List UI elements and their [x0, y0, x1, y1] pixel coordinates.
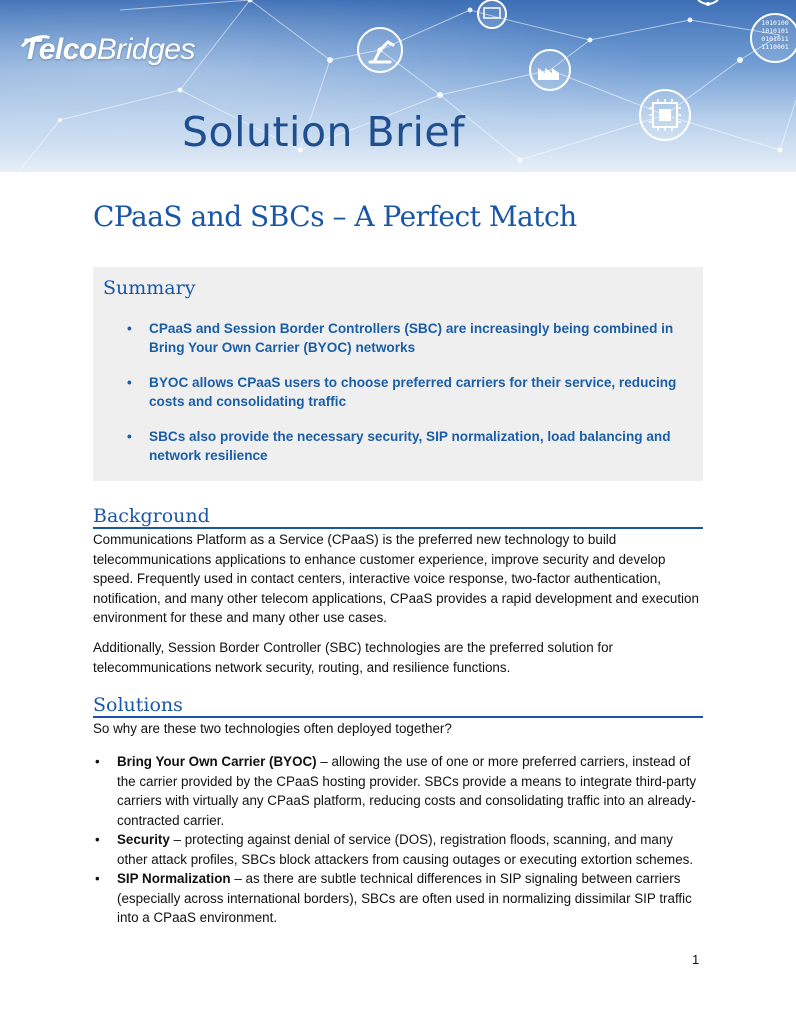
solution-term: Bring Your Own Carrier (BYOC): [117, 754, 317, 769]
solution-item-sip-normalization: [93, 869, 703, 928]
summary-box: [93, 267, 703, 481]
bullet-icon: •: [95, 754, 100, 769]
bullet-icon: •: [127, 321, 132, 336]
wifi-icon: [698, 0, 718, 6]
solution-text: – allowing the use of one or more preferred carriers, instead of the carrier provided by the CPaaS hosting provider. SBCs provide a means to integrate third-party carriers with virtually any CPaaS platform, reducing costs and consolidating traffic into an already-contracted carrier.: [117, 754, 697, 828]
document-title: CPaaS and SBCs – A Perfect Match: [93, 200, 577, 233]
solution-term: Security: [117, 832, 170, 847]
solution-term: SIP Normalization: [117, 871, 231, 886]
summary-item: [127, 373, 699, 411]
summary-item: [127, 427, 699, 465]
background-paragraph-2: Additionally, Session Border Controller (SBC) technologies are the preferred solution for telecommunications network security, routing, and resilience functions.: [93, 640, 614, 675]
robot-arm-icon: [358, 28, 402, 72]
page-number: 1: [692, 952, 700, 967]
monitor-icon: [478, 0, 506, 28]
summary-heading: Summary: [103, 277, 196, 299]
summary-item-text: BYOC allows CPaaS users to choose preferred carriers for their service, reducing costs and consolidating traffic: [149, 375, 677, 409]
binary-line: 0101011: [761, 35, 789, 43]
banner-title: Solution Brief: [182, 108, 466, 156]
background-heading: Background: [93, 505, 210, 527]
solution-text: – as there are subtle technical differences in SIP signaling between carriers (especially across international borders), SBCs are often used in normalizing dissimilar SIP traffic into a CPaaS environment.: [117, 871, 692, 925]
solution-text: – protecting against denial of service (DOS), registration floods, scanning, and many other attack profiles, SBCs block attackers from causing outages or executing extortion schemes.: [117, 832, 694, 867]
binary-line: 1110001: [761, 43, 789, 51]
solutions-section-header: [93, 694, 703, 718]
summary-item-text: CPaaS and Session Border Controllers (SBC) are increasingly being combined in Bring Your Own Carrier (BYOC) networks: [149, 321, 674, 355]
logo-text-bold: Telco: [22, 33, 97, 66]
background-paragraph-1: Communications Platform as a Service (CPaaS) is the preferred new technology to build telecommunications applications to enhance customer experience, improve security and develop speed. Frequently used in contact centers, interactive voice response, two-factor authentication, notification, and many other telecom applications, CPaaS provides a rapid development and execution environment for these and many other use cases.: [93, 532, 699, 625]
header-banner: [0, 0, 796, 172]
logo-text-regular: Bridges: [96, 33, 195, 66]
solutions-intro: So why are these two technologies often deployed together?: [93, 721, 452, 736]
summary-item: [127, 319, 699, 357]
bullet-icon: •: [127, 375, 132, 390]
binary-line: 1010100: [761, 19, 789, 27]
solution-item-byoc: [93, 752, 703, 830]
summary-list: [93, 319, 699, 481]
microchip-icon: [640, 90, 690, 140]
binary-icon: [751, 14, 796, 62]
bullet-icon: •: [95, 871, 100, 886]
summary-item-text: SBCs also provide the necessary security, SIP normalization, load balancing and network resilience: [149, 429, 671, 463]
bullet-icon: •: [127, 429, 132, 444]
solutions-heading: Solutions: [93, 694, 183, 716]
bullet-icon: •: [95, 832, 100, 847]
background-section-header: [93, 505, 703, 529]
solution-item-security: [93, 830, 703, 869]
factory-icon: [530, 50, 570, 90]
telcobridges-logo: [22, 30, 195, 70]
solutions-list: [93, 752, 703, 928]
binary-line: 1010101: [761, 27, 789, 35]
